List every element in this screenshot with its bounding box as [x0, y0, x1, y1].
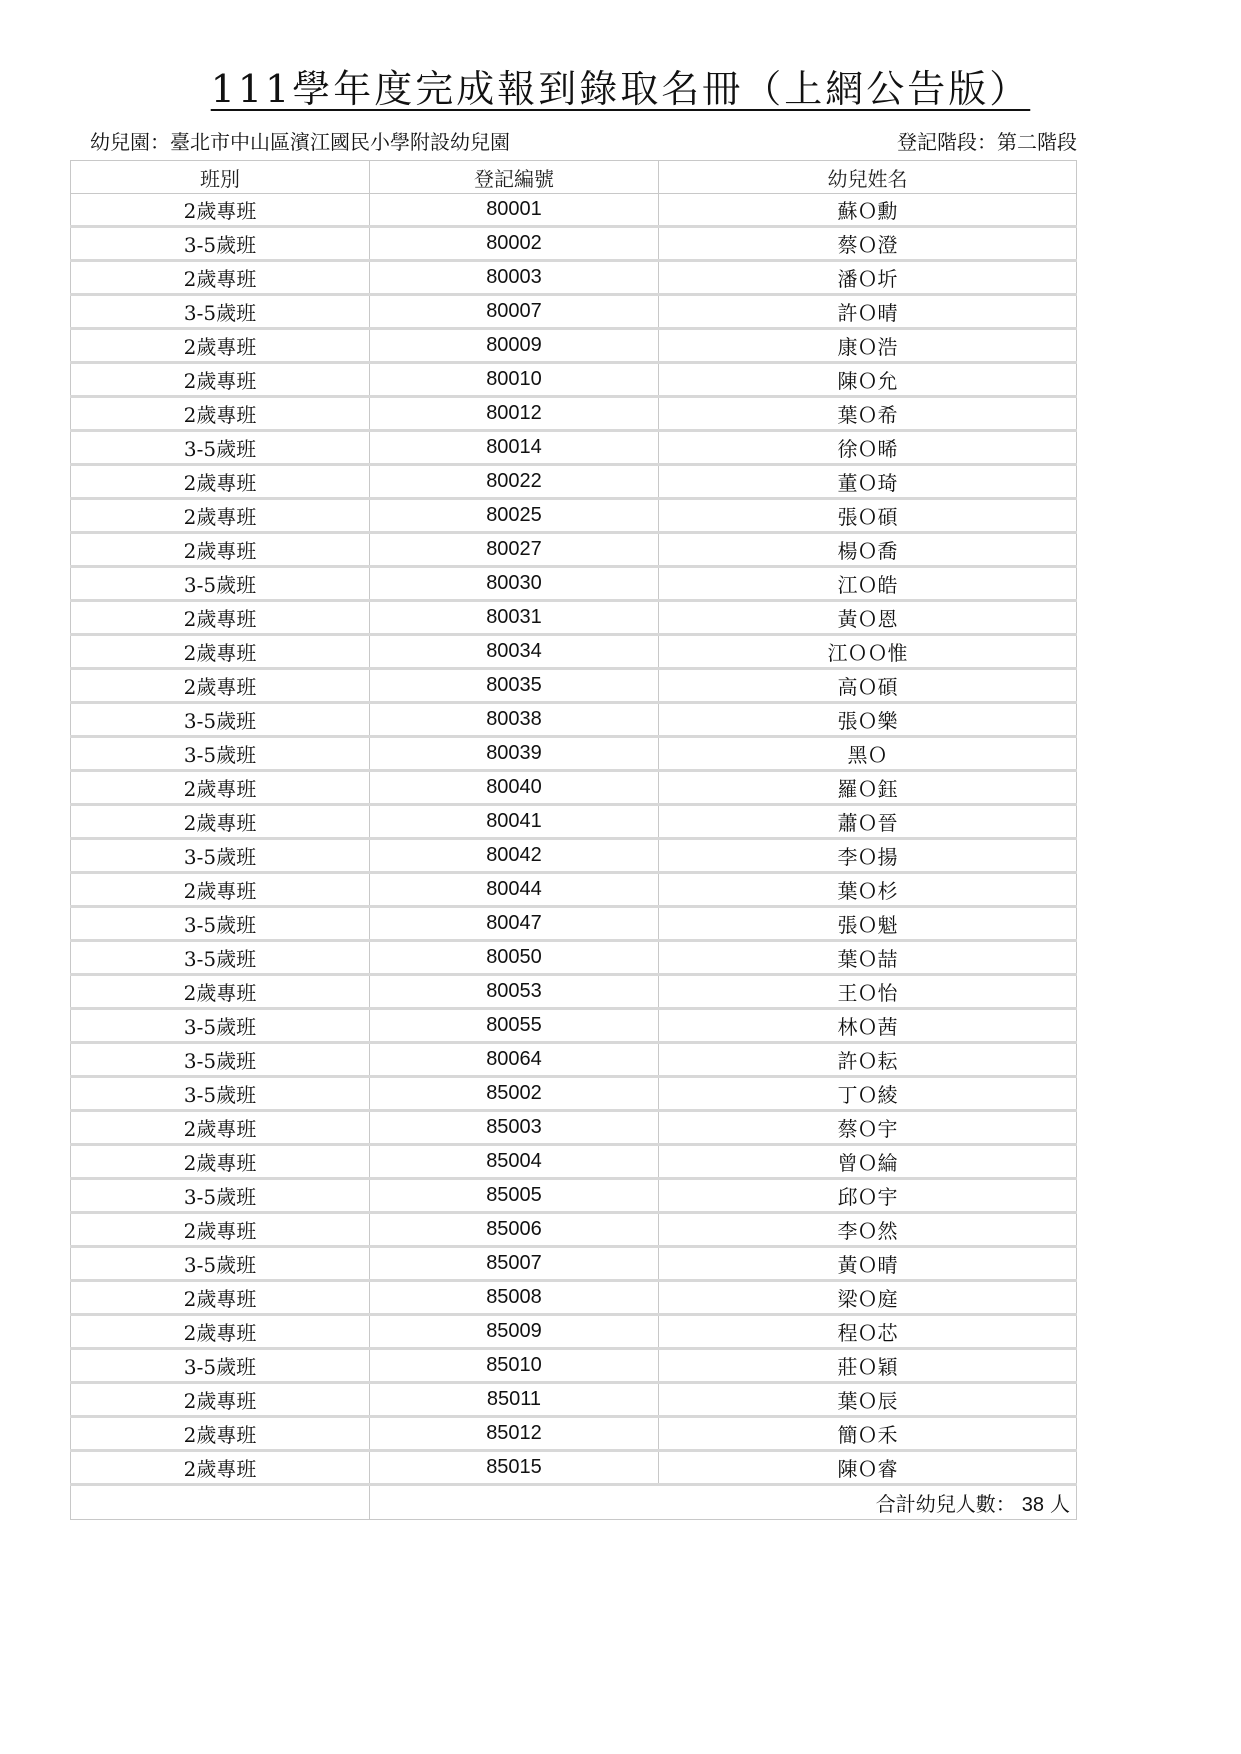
- regno-cell: 80014: [370, 431, 659, 465]
- name-cell: 張Ｏ碩: [659, 499, 1077, 533]
- class-cell: 2歲專班: [71, 873, 370, 907]
- header-row: [71, 161, 1077, 194]
- class-cell: 3-5歲班: [71, 1077, 370, 1111]
- table-row: [71, 975, 1077, 1009]
- regno-cell: 80039: [370, 737, 659, 771]
- class-cell: 2歲專班: [71, 1145, 370, 1179]
- class-cell: 3-5歲班: [71, 1349, 370, 1383]
- class-cell: 3-5歲班: [71, 295, 370, 329]
- regno-cell: 80022: [370, 465, 659, 499]
- name-cell: 梁Ｏ庭: [659, 1281, 1077, 1315]
- table-row: [71, 669, 1077, 703]
- total-row: [71, 1485, 1077, 1520]
- name-cell: 許Ｏ晴: [659, 295, 1077, 329]
- class-cell: 2歲專班: [71, 635, 370, 669]
- regno-cell: 80031: [370, 601, 659, 635]
- regno-cell: 80064: [370, 1043, 659, 1077]
- total-count: 38: [1021, 1494, 1044, 1516]
- table-row: [71, 941, 1077, 975]
- class-cell: 2歲專班: [71, 1417, 370, 1451]
- name-cell: 簡Ｏ禾: [659, 1417, 1077, 1451]
- name-cell: 蕭Ｏ晉: [659, 805, 1077, 839]
- table-row: [71, 839, 1077, 873]
- class-cell: 3-5歲班: [71, 431, 370, 465]
- table-row: [71, 1043, 1077, 1077]
- regno-cell: 80030: [370, 567, 659, 601]
- roster-body: [71, 194, 1077, 1485]
- regno-cell: 85011: [370, 1383, 659, 1417]
- name-cell: 林Ｏ茜: [659, 1009, 1077, 1043]
- regno-cell: 80038: [370, 703, 659, 737]
- regno-cell: 80047: [370, 907, 659, 941]
- name-cell: 高Ｏ碩: [659, 669, 1077, 703]
- table-row: [71, 227, 1077, 261]
- total-label: 合計幼兒人數：: [875, 1492, 1016, 1516]
- name-cell: 張Ｏ魁: [659, 907, 1077, 941]
- regno-cell: 80007: [370, 295, 659, 329]
- name-cell: 黑Ｏ: [659, 737, 1077, 771]
- class-cell: 2歲專班: [71, 465, 370, 499]
- table-row: [71, 1111, 1077, 1145]
- table-row: [71, 907, 1077, 941]
- name-cell: 曾Ｏ綸: [659, 1145, 1077, 1179]
- table-row: [71, 737, 1077, 771]
- table-row: [71, 567, 1077, 601]
- table-row: [71, 295, 1077, 329]
- table-row: [71, 1417, 1077, 1451]
- class-cell: 3-5歲班: [71, 839, 370, 873]
- regno-cell: 85004: [370, 1145, 659, 1179]
- name-cell: 葉Ｏ杉: [659, 873, 1077, 907]
- name-cell: 李Ｏ揚: [659, 839, 1077, 873]
- name-cell: 徐Ｏ晞: [659, 431, 1077, 465]
- class-cell: 2歲專班: [71, 363, 370, 397]
- class-cell: 2歲專班: [71, 194, 370, 227]
- class-cell: 2歲專班: [71, 1213, 370, 1247]
- table-row: [71, 1383, 1077, 1417]
- name-cell: 蔡Ｏ澄: [659, 227, 1077, 261]
- column-header-regno: 登記編號: [370, 161, 659, 194]
- name-cell: 黃Ｏ恩: [659, 601, 1077, 635]
- class-cell: 3-5歲班: [71, 737, 370, 771]
- regno-cell: 85008: [370, 1281, 659, 1315]
- table-row: [71, 1213, 1077, 1247]
- table-row: [71, 703, 1077, 737]
- regno-cell: 85002: [370, 1077, 659, 1111]
- table-row: [71, 465, 1077, 499]
- regno-cell: 80003: [370, 261, 659, 295]
- class-cell: 2歲專班: [71, 499, 370, 533]
- class-cell: 2歲專班: [71, 261, 370, 295]
- name-cell: 莊Ｏ穎: [659, 1349, 1077, 1383]
- regno-cell: 85012: [370, 1417, 659, 1451]
- total-cell: [370, 1485, 1077, 1520]
- regno-cell: 85005: [370, 1179, 659, 1213]
- kindergarten-label: 幼兒園：臺北市中山區濱江國民小學附設幼兒園: [90, 130, 510, 154]
- name-cell: 丁Ｏ綾: [659, 1077, 1077, 1111]
- class-cell: 2歲專班: [71, 669, 370, 703]
- class-cell: 2歲專班: [71, 1315, 370, 1349]
- class-cell: 2歲專班: [71, 601, 370, 635]
- regno-cell: 80040: [370, 771, 659, 805]
- table-row: [71, 397, 1077, 431]
- table-row: [71, 873, 1077, 907]
- table-row: [71, 1281, 1077, 1315]
- class-cell: 2歲專班: [71, 329, 370, 363]
- class-cell: 3-5歲班: [71, 907, 370, 941]
- regno-cell: 85015: [370, 1451, 659, 1485]
- table-row: [71, 499, 1077, 533]
- column-header-class: 班別: [71, 161, 370, 194]
- table-row: [71, 805, 1077, 839]
- regno-cell: 80050: [370, 941, 659, 975]
- class-cell: 2歲專班: [71, 1281, 370, 1315]
- regno-cell: 85003: [370, 1111, 659, 1145]
- regno-cell: 85006: [370, 1213, 659, 1247]
- table-row: [71, 261, 1077, 295]
- table-row: [71, 1145, 1077, 1179]
- regno-cell: 85010: [370, 1349, 659, 1383]
- regno-cell: 80034: [370, 635, 659, 669]
- name-cell: 陳Ｏ睿: [659, 1451, 1077, 1485]
- table-row: [71, 1315, 1077, 1349]
- regno-cell: 80025: [370, 499, 659, 533]
- regno-cell: 85007: [370, 1247, 659, 1281]
- total-unit: 人: [1050, 1492, 1070, 1516]
- regno-cell: 80001: [370, 194, 659, 227]
- name-cell: 江Ｏ皓: [659, 567, 1077, 601]
- name-cell: 葉Ｏ辰: [659, 1383, 1077, 1417]
- class-cell: 2歲專班: [71, 975, 370, 1009]
- table-row: [71, 771, 1077, 805]
- regno-cell: 80053: [370, 975, 659, 1009]
- regno-cell: 80055: [370, 1009, 659, 1043]
- class-cell: 3-5歲班: [71, 1009, 370, 1043]
- table-row: [71, 601, 1077, 635]
- table-row: [71, 1009, 1077, 1043]
- class-cell: 2歲專班: [71, 771, 370, 805]
- name-cell: 許Ｏ耘: [659, 1043, 1077, 1077]
- table-row: [71, 1077, 1077, 1111]
- name-cell: 潘Ｏ圻: [659, 261, 1077, 295]
- regno-cell: 80044: [370, 873, 659, 907]
- class-cell: 3-5歲班: [71, 703, 370, 737]
- name-cell: 陳Ｏ允: [659, 363, 1077, 397]
- regno-cell: 80012: [370, 397, 659, 431]
- name-cell: 程Ｏ芯: [659, 1315, 1077, 1349]
- name-cell: 葉Ｏ希: [659, 397, 1077, 431]
- column-header-name: 幼兒姓名: [659, 161, 1077, 194]
- name-cell: 羅Ｏ鈺: [659, 771, 1077, 805]
- page-title: 111學年度完成報到錄取名冊（上網公告版）: [210, 67, 1031, 111]
- class-cell: 2歲專班: [71, 805, 370, 839]
- regno-cell: 80041: [370, 805, 659, 839]
- name-cell: 江ＯＯ惟: [659, 635, 1077, 669]
- class-cell: 3-5歲班: [71, 227, 370, 261]
- table-row: [71, 431, 1077, 465]
- name-cell: 黃Ｏ晴: [659, 1247, 1077, 1281]
- name-cell: 董Ｏ琦: [659, 465, 1077, 499]
- name-cell: 蔡Ｏ宇: [659, 1111, 1077, 1145]
- class-cell: 2歲專班: [71, 1451, 370, 1485]
- table-row: [71, 1451, 1077, 1485]
- regno-cell: 85009: [370, 1315, 659, 1349]
- name-cell: 張Ｏ樂: [659, 703, 1077, 737]
- roster-table: [70, 160, 1077, 1520]
- regno-cell: 80027: [370, 533, 659, 567]
- table-row: [71, 329, 1077, 363]
- name-cell: 李Ｏ然: [659, 1213, 1077, 1247]
- regno-cell: 80002: [370, 227, 659, 261]
- regno-cell: 80010: [370, 363, 659, 397]
- class-cell: 3-5歲班: [71, 941, 370, 975]
- table-row: [71, 194, 1077, 227]
- name-cell: 康Ｏ浩: [659, 329, 1077, 363]
- name-cell: 蘇Ｏ勳: [659, 194, 1077, 227]
- table-row: [71, 1349, 1077, 1383]
- name-cell: 邱Ｏ宇: [659, 1179, 1077, 1213]
- class-cell: 3-5歲班: [71, 1043, 370, 1077]
- class-cell: 3-5歲班: [71, 1179, 370, 1213]
- class-cell: 2歲專班: [71, 533, 370, 567]
- regno-cell: 80042: [370, 839, 659, 873]
- total-empty-cell: [71, 1485, 370, 1520]
- name-cell: 楊Ｏ喬: [659, 533, 1077, 567]
- table-row: [71, 363, 1077, 397]
- class-cell: 2歲專班: [71, 1383, 370, 1417]
- class-cell: 2歲專班: [71, 1111, 370, 1145]
- table-row: [71, 533, 1077, 567]
- class-cell: 3-5歲班: [71, 567, 370, 601]
- table-row: [71, 635, 1077, 669]
- table-row: [71, 1179, 1077, 1213]
- name-cell: 王Ｏ怡: [659, 975, 1077, 1009]
- stage-label: 登記階段：第二階段: [897, 130, 1077, 154]
- class-cell: 2歲專班: [71, 397, 370, 431]
- table-row: [71, 1247, 1077, 1281]
- name-cell: 葉Ｏ喆: [659, 941, 1077, 975]
- class-cell: 3-5歲班: [71, 1247, 370, 1281]
- regno-cell: 80035: [370, 669, 659, 703]
- regno-cell: 80009: [370, 329, 659, 363]
